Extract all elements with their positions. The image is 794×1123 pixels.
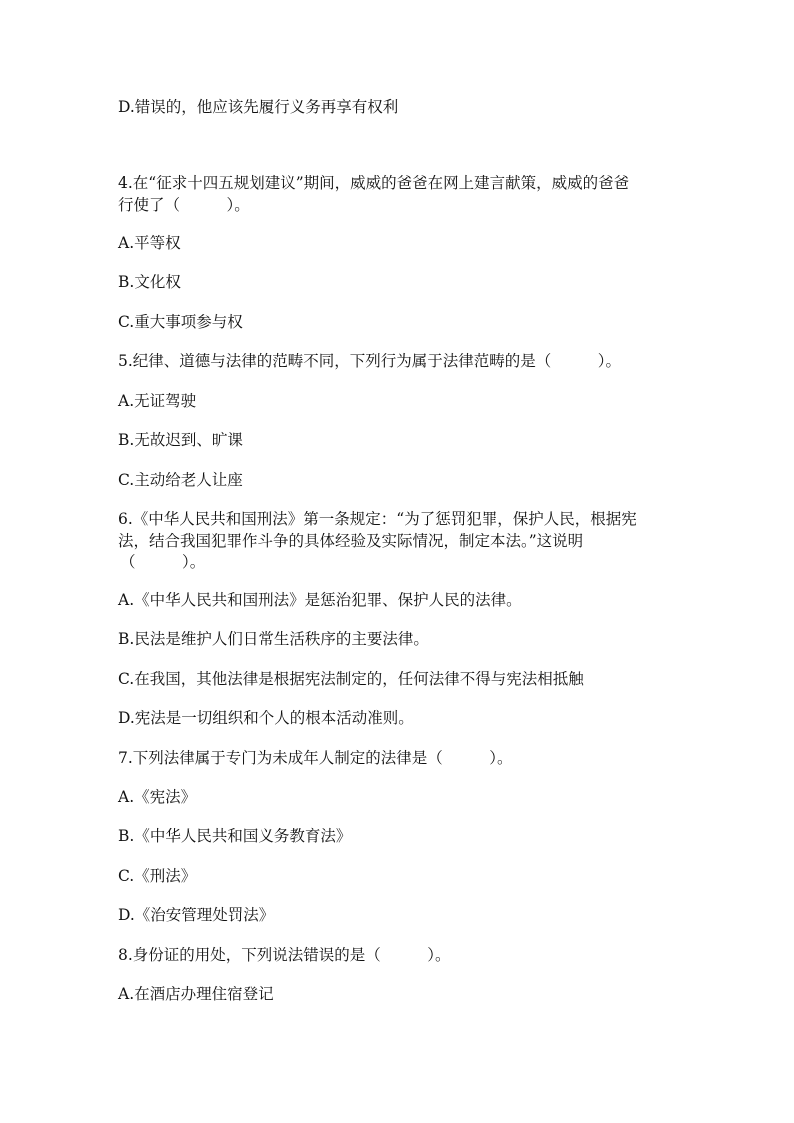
- q5-stem: 5.纪律、道德与法律的范畴不同，下列行为属于法律范畴的是（ ）。: [118, 352, 622, 370]
- q3-option-d: D.错误的，他应该先履行义务再享有权利: [118, 98, 399, 116]
- q7-option-d: D.《治安管理处罚法》: [118, 906, 275, 924]
- q6-option-c: C.在我国，其他法律是根据宪法制定的，任何法律不得与宪法相抵触: [118, 670, 584, 688]
- q4-stem-line2: 行使了（ ）。: [118, 196, 250, 214]
- q7-stem: 7.下列法律属于专门为未成年人制定的法律是（ ）。: [118, 749, 513, 767]
- q7-option-b: B.《中华人民共和国义务教育法》: [118, 827, 352, 845]
- q4-option-a: A.平等权: [118, 234, 181, 252]
- q6-stem-line1: 6.《中华人民共和国刑法》第一条规定：“为了惩罚犯罪，保护人民，根据宪: [118, 510, 637, 528]
- q5-option-b: B.无故迟到、旷课: [118, 431, 243, 449]
- q6-stem-line2: 法，结合我国犯罪作斗争的具体经验及实际情况，制定本法。”这说明: [118, 532, 584, 550]
- q6-option-a: A.《中华人民共和国刑法》是惩治犯罪、保护人民的法律。: [118, 591, 522, 609]
- q6-stem-line3: （ ）。: [120, 553, 206, 571]
- q8-option-a: A.在酒店办理住宿登记: [118, 985, 274, 1003]
- q7-option-c: C.《刑法》: [118, 867, 197, 885]
- q4-stem-line1: 4.在“征求十四五规划建议”期间，威威的爸爸在网上建言献策，威威的爸爸: [118, 174, 630, 192]
- q4-option-b: B.文化权: [118, 273, 181, 291]
- q5-option-a: A.无证驾驶: [118, 392, 197, 410]
- q6-option-d: D.宪法是一切组织和个人的根本活动准则。: [118, 709, 414, 727]
- q8-stem: 8.身份证的用处，下列说法错误的是（ ）。: [118, 946, 451, 964]
- q4-option-c: C.重大事项参与权: [118, 313, 243, 331]
- q6-option-b: B.民法是维护人们日常生活秩序的主要法律。: [118, 630, 429, 648]
- q5-option-c: C.主动给老人让座: [118, 471, 243, 489]
- q7-option-a: A.《宪法》: [118, 788, 197, 806]
